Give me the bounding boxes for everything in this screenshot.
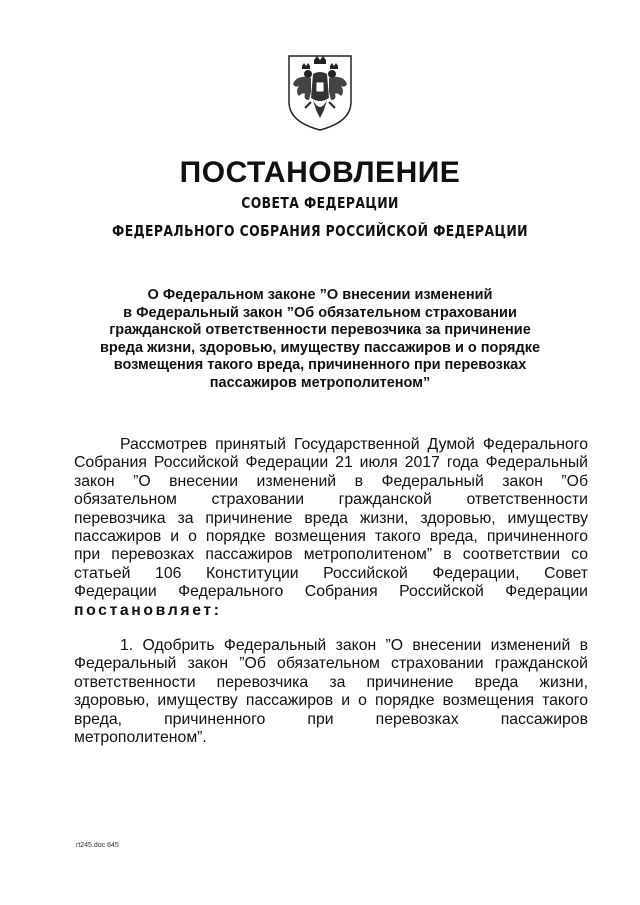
paragraph-line: перевозчика за причинение вреда жизни, здоровью, имуществу — [74, 509, 588, 527]
paragraph-line: обязательном страховании гражданской ответственности — [74, 491, 588, 509]
document-subject — [60, 287, 580, 392]
paragraph-line: метрополитеном”. — [74, 728, 207, 746]
subject-line: возмещения такого вреда, причиненного при перевозках — [113, 357, 527, 373]
paragraph-line: Рассмотрев принятый Государственной Думой Федерального — [120, 436, 588, 453]
issuer-line-1: СОВЕТА ФЕДЕРАЦИИ — [241, 194, 399, 212]
issuer-line-2: ФЕДЕРАЛЬНОГО СОБРАНИЯ РОССИЙСКОЙ ФЕДЕРАЦИИ — [112, 222, 528, 240]
subject-line: вреда жизни, здоровью, имуществу пассажиров и о порядке — [99, 339, 541, 356]
paragraph-line: вреда, причиненного при перевозках пассажиров — [74, 710, 588, 728]
paragraph-line: здоровью, имуществу пассажиров и о порядке возмещения такого — [74, 692, 588, 710]
subject-line: в Федеральный закон ”Об обязательном страховании — [123, 304, 517, 321]
paragraph-line: ответственности перевозчика за причинение вреда жизни, — [74, 673, 588, 691]
subject-line: пассажиров метрополитеном” — [209, 374, 431, 391]
paragraph-line: Федерации Федерального Собрания Российской Федерации — [74, 583, 588, 601]
subject-line: О Федеральном законе ”О внесении изменений — [147, 287, 493, 303]
paragraph-line: Федеральный закон ”Об обязательном страховании гражданской — [74, 655, 588, 673]
preamble-paragraph — [74, 436, 588, 620]
paragraph-line: пассажиров и о порядке возмещения такого вреда, причиненного — [74, 527, 588, 545]
paragraph-line: 1. Одобрить Федеральный закон ”О внесении изменений в — [120, 637, 588, 654]
document-code: rt245.doc 645 — [76, 842, 119, 849]
subject-line: гражданской ответственности перевозчика за причинение — [109, 322, 531, 338]
resolution-verb: постановляет: — [74, 601, 222, 619]
document-title: ПОСТАНОВЛЕНИЕ — [179, 156, 461, 189]
coat-of-arms-emblem — [283, 52, 357, 132]
paragraph-line: при перевозках пассажиров метрополитеном” в соответствии со — [74, 546, 588, 564]
paragraph-line: Собрания Российской Федерации 21 июля 2017 года Федеральный — [74, 454, 588, 472]
paragraph-line: закон ”О внесении изменений в Федеральный закон ”Об — [74, 472, 588, 490]
paragraph-line: статьей 106 Конституции Российской Федерации, Совет — [74, 564, 588, 582]
resolution-item-1 — [74, 637, 588, 747]
